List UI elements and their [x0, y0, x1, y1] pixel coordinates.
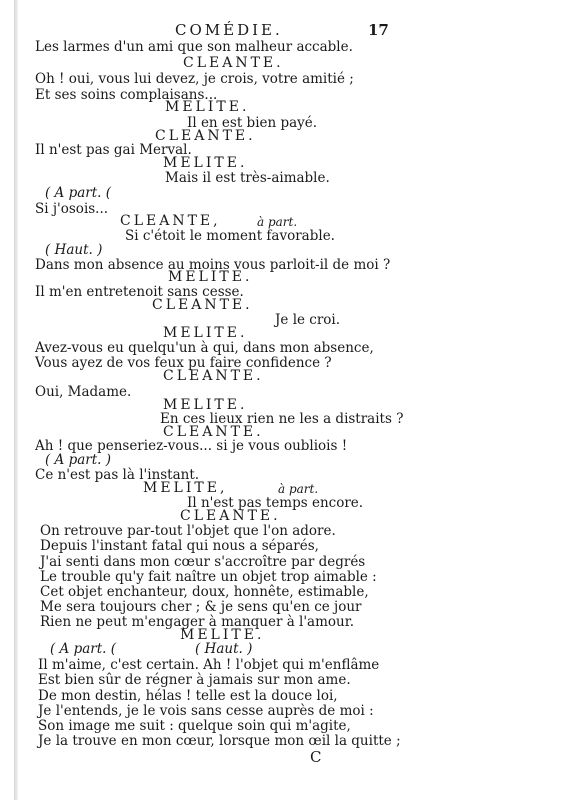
verse-line: Ce n'est pas là l'instant.: [35, 467, 200, 483]
verse-line: De mon destin, hélas ! telle est la douce loi,: [38, 688, 338, 704]
verse-line: Je le croi.: [275, 312, 341, 328]
stage-direction: ( Haut. ): [45, 242, 103, 258]
verse-line: Je la trouve en mon cœur, lorsque mon œil la quitte ;: [38, 733, 401, 749]
verse-line: Oh ! oui, vous lui devez, je crois, votre amitié ;: [35, 71, 354, 87]
stage-direction: à part.: [278, 482, 319, 496]
speaker-name: MELITE.: [168, 269, 253, 285]
verse-line: Dans mon absence au moins vous parloit-il de moi ?: [35, 257, 391, 273]
speaker-name: MELITE.: [165, 99, 250, 115]
stage-direction: à part.: [257, 215, 298, 229]
verse-line: Il n'est pas gai Merval.: [35, 142, 192, 158]
verse-line: Cet objet enchanteur, doux, honnête, estimable,: [40, 584, 369, 600]
page-number: 17: [368, 21, 389, 39]
verse-line: Il m'aime, c'est certain. Ah ! l'objet qui m'enflâme: [38, 657, 380, 673]
verse-line: Les larmes d'un ami que son malheur accable.: [35, 39, 353, 55]
stage-direction: ( Haut. ): [195, 641, 253, 657]
speaker-name: MELITE.: [163, 397, 248, 413]
verse-line: Avez-vous eu quelqu'un à qui, dans mon absence,: [35, 340, 374, 356]
stage-direction: ( A part. (: [45, 185, 112, 201]
signature-mark: C: [310, 748, 322, 766]
speaker-name: CLEANTE.: [183, 55, 284, 71]
speaker-name: CLEANTE.: [163, 424, 264, 440]
verse-line: Il m'en entretenoit sans cesse.: [35, 284, 244, 300]
speaker-name: MELITE.: [163, 155, 248, 171]
stage-direction: ( A part. ): [45, 452, 112, 468]
verse-line: On retrouve par-tout l'objet que l'on adore.: [40, 523, 336, 539]
verse-line: Mais il est très-aimable.: [165, 170, 330, 186]
verse-line: En ces lieux rien ne les a distraits ?: [160, 411, 404, 427]
running-title: COMÉDIE.: [175, 21, 283, 39]
verse-line: Vous ayez de vos feux pu faire confidence ?: [35, 355, 332, 371]
page-binding-edge: [14, 0, 18, 800]
verse-line: Le trouble qu'y fait naître un objet trop aimable :: [40, 569, 377, 585]
verse-line: Oui, Madame.: [35, 384, 132, 400]
speaker-name: MELITE.: [180, 627, 265, 643]
verse-line: Son image me suit : quelque soin qui m'agite,: [38, 718, 351, 734]
verse-line: Si j'osois...: [35, 201, 109, 217]
verse-line: J'ai senti dans mon cœur s'accroître par degrés: [40, 554, 366, 570]
verse-line: Est bien sûr de régner à jamais sur mon ame.: [38, 672, 351, 688]
verse-line: Il en est bien payé.: [187, 115, 318, 131]
speaker-name: CLEANTE.: [155, 128, 256, 144]
verse-line: Ah ! que penseriez-vous... si je vous oubliois !: [35, 438, 348, 454]
speaker-name: MELITE.: [163, 325, 248, 341]
stage-direction: ( A part. (: [50, 641, 117, 657]
speaker-name: MELITE,: [143, 480, 228, 496]
speaker-name: CLEANTE.: [180, 508, 281, 524]
verse-line: Me sera toujours cher ; & je sens qu'en ce jour: [40, 599, 362, 615]
verse-line: Je l'entends, je le vois sans cesse auprès de moi :: [38, 703, 374, 719]
verse-line: Rien ne peut m'engager à manquer à l'amour.: [40, 614, 354, 630]
verse-line: Si c'étoit le moment favorable.: [125, 228, 335, 244]
speaker-name: CLEANTE.: [152, 297, 253, 313]
speaker-name: CLEANTE,: [120, 213, 221, 229]
verse-line: Et ses soins complaisans...: [35, 87, 218, 103]
verse-line: Depuis l'instant fatal qui nous a séparés,: [40, 538, 319, 554]
verse-line: Il n'est pas temps encore.: [187, 495, 364, 511]
speaker-name: CLEANTE.: [163, 368, 264, 384]
